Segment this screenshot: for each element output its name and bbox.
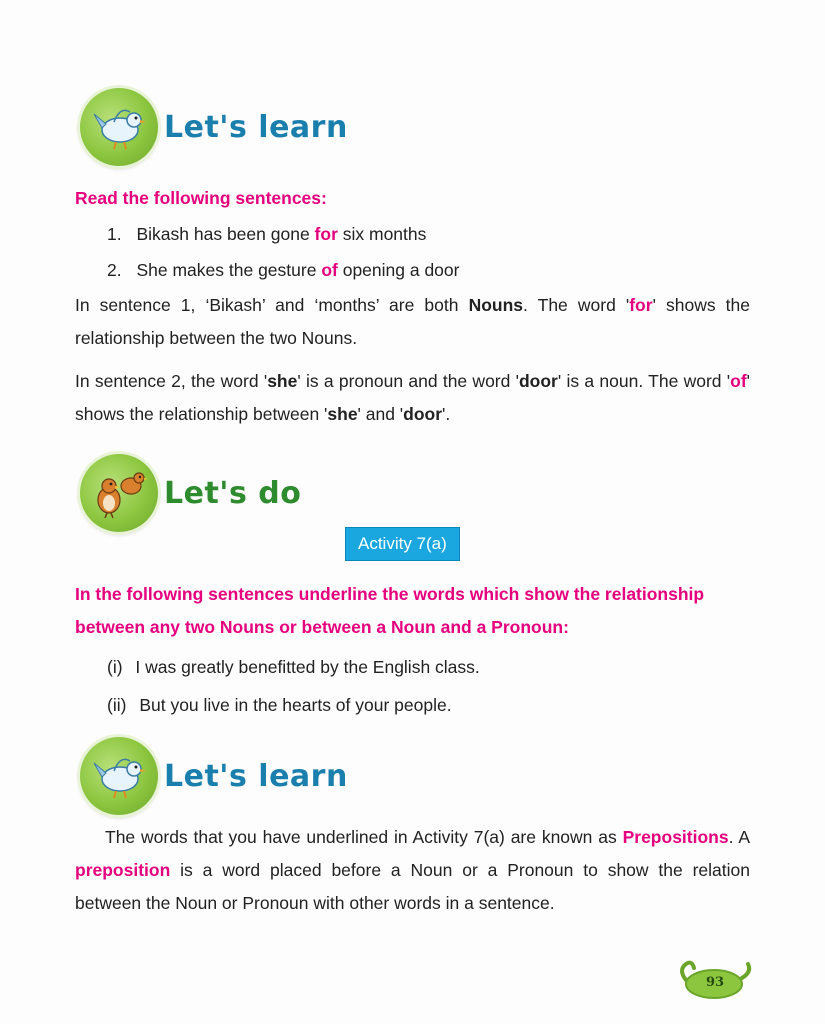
heading-title: Let's do <box>164 475 302 511</box>
list-item <box>107 689 452 722</box>
lets-do-heading <box>80 454 301 532</box>
prepositions-definition: The words that you have underlined in Activity 7(a) are known as Prepositions. A preposition is a word placed before a Noun or a Pronoun to show the relation between the Noun or Pronoun with other words in a sentence. <box>75 827 751 913</box>
item-number: 2. <box>107 260 122 280</box>
term-highlight: Prepositions <box>622 827 729 847</box>
bird-icon <box>80 737 158 815</box>
item-text: She makes the gesture of opening a door <box>136 260 460 280</box>
heading-title: Let's learn <box>164 758 348 794</box>
term-highlight: preposition <box>75 860 171 880</box>
item-text: But you live in the hearts of your people. <box>139 695 452 715</box>
list-item <box>107 254 459 287</box>
lets-learn-heading-1 <box>80 88 348 166</box>
heading-title: Let's learn <box>164 109 348 145</box>
activity-instruction: In the following sentences underline the words which show the relationship between any two Nouns or between a Noun and a Pronoun: <box>75 584 705 637</box>
explanation-paragraph-2: In sentence 2, the word 'she' is a pronoun and the word 'door' is a noun. The word 'of' shows the relationship between 'she' and 'door'. <box>75 371 750 424</box>
item-text: I was greatly benefitted by the English class. <box>135 657 480 677</box>
list-item <box>107 651 480 684</box>
preposition-highlight: of <box>321 260 338 280</box>
item-number: (ii) <box>107 695 127 715</box>
preposition-highlight: for <box>314 224 338 244</box>
lets-learn-heading-2 <box>80 737 348 815</box>
birds-icon <box>80 454 158 532</box>
bird-icon <box>80 88 158 166</box>
explanation-paragraph-1: In sentence 1, ‘Bikash’ and ‘months’ are both Nouns. The word 'for' shows the relationship between the two Nouns. <box>75 295 750 348</box>
item-number: 1. <box>107 224 122 244</box>
item-number: (i) <box>107 657 123 677</box>
read-instruction: Read the following sentences: <box>75 188 327 208</box>
list-item <box>107 218 426 251</box>
item-text: Bikash has been gone for six months <box>136 224 427 244</box>
page-number: 93 <box>705 975 725 990</box>
activity-label: Activity 7(a) <box>345 527 460 561</box>
